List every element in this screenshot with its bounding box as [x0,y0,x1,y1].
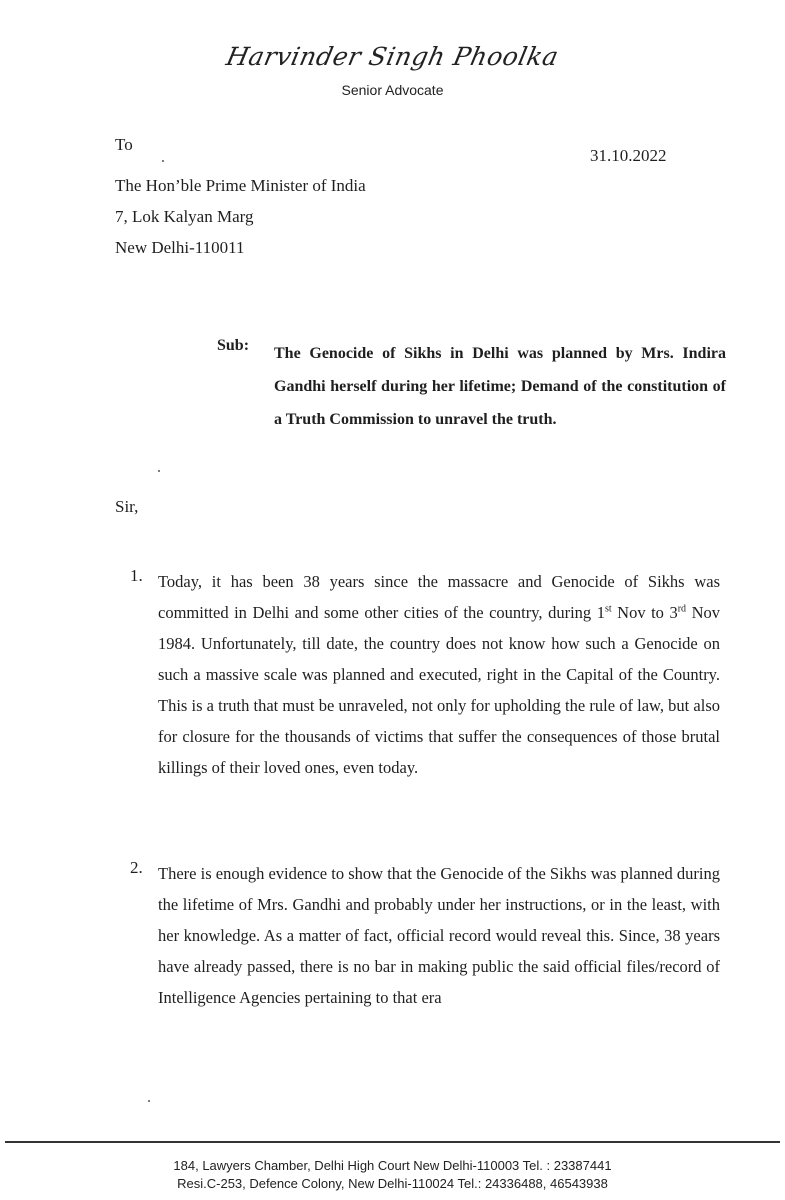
paragraph-2-number: 2. [130,858,143,877]
addressee-line-1: The Hon’ble Prime Minister of India [115,176,366,195]
paragraph-1 [158,566,720,783]
addressee-line-2: 7, Lok Kalyan Marg [115,207,254,226]
paragraph-1-text-c: Nov 1984. Unfortunately, till date, the country does not know how such a Genocide on such a massive scale was planned and executed, right in the Capital of the Country. This is a truth that must be unraveled, not only for upholding the rule of law, but also for closure for the thousands of victims that suffer the consequences of those brutal killings of their loved ones, even today. [158,603,721,777]
letterhead-title: Senior Advocate [341,82,444,98]
paragraph-2: There is enough evidence to show that the Genocide of the Sikhs was planned during the lifetime of Mrs. Gandhi and probably under her instructions, or in the least, with her knowledge. As a matter of fact, official record would reveal this. Since, 38 years have already passed, there is no bar in making public the said official files/record of Intelligence Agencies pertaining to that era [158,864,720,1007]
paragraph-1-sup-2: rd [677,603,687,615]
to-line: To [115,135,133,154]
paragraph-1-text-a: Today, it has been 38 years since the massacre and Genocide of Sikhs was committed in Delhi and some other cities of the country, during 1 [158,572,720,622]
paragraph-1-text-b: Nov to 3 [611,603,678,622]
letterhead-name: Harvinder Singh Phoolka [223,42,562,71]
paragraph-1-sup-1: st [604,603,612,615]
paragraph-1-number: 1. [130,566,143,585]
letter-date: 31.10.2022 [590,146,667,165]
speck-mark [148,1100,150,1102]
speck-mark [158,470,160,472]
footer-residence-address: Resi.C-253, Defence Colony, New Delhi-110024 Tel.: 24336488, 46543938 [177,1176,608,1191]
subject-text: The Genocide of Sikhs in Delhi was planned by Mrs. Indira Gandhi herself during her lifetime; Demand of the constitution of a Truth Commission to unravel the truth. [274,345,726,428]
footer-divider [5,1141,780,1143]
addressee-line-3: New Delhi-110011 [115,238,245,257]
speck-mark [162,160,164,162]
subject-label: Sub: [217,337,250,354]
footer-office-address: 184, Lawyers Chamber, Delhi High Court New Delhi-110003 Tel. : 23387441 [173,1158,612,1173]
salutation: Sir, [115,497,139,516]
